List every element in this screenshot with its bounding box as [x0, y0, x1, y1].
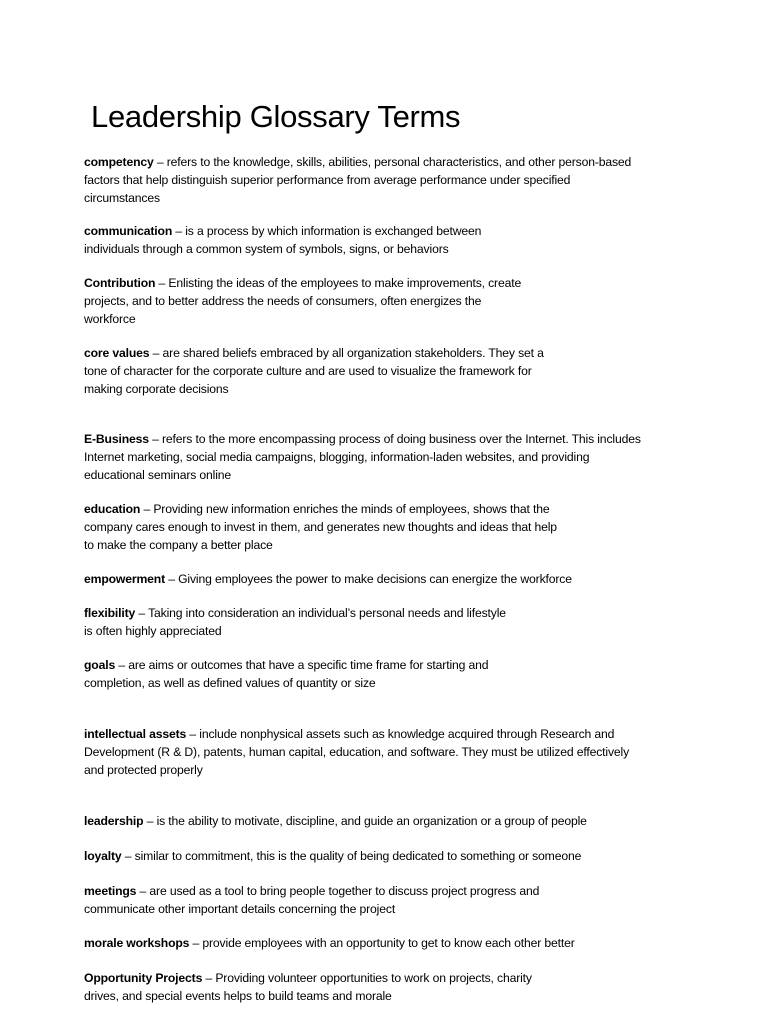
definition-text: – Taking into consideration an individual’s personal needs and lifestyle	[135, 606, 506, 620]
glossary-term: E-Business	[84, 432, 149, 446]
entry-line	[84, 430, 641, 448]
definition-text: – include nonphysical assets such as knowledge acquired through Research and	[186, 727, 615, 741]
glossary-entry-morale-workshops	[84, 934, 575, 952]
entry-line	[84, 812, 587, 830]
glossary-entry-contribution	[84, 274, 521, 328]
page-title: Leadership Glossary Terms	[91, 99, 461, 134]
glossary-entry-loyalty	[84, 847, 581, 865]
glossary-term: empowerment	[84, 572, 165, 586]
glossary-entry-competency	[84, 153, 631, 207]
glossary-entry-communication	[84, 222, 481, 258]
entry-line	[84, 153, 631, 171]
definition-text: – is a process by which information is exchanged between	[172, 224, 482, 238]
definition-line: to make the company a better place	[84, 538, 273, 552]
definition-line: tone of character for the corporate culture and are used to visualize the framework for	[84, 364, 532, 378]
glossary-entry-opportunity-projects	[84, 969, 532, 1005]
entry-line	[84, 500, 557, 518]
definition-text: – Giving employees the power to make decisions can energize the workforce	[164, 572, 572, 586]
definition-line: is often highly appreciated	[84, 624, 222, 638]
definition-line: projects, and to better address the needs of consumers, often energizes the	[84, 294, 482, 308]
definition-text: – refers to the more encompassing process of doing business over the Internet. This includes	[148, 432, 641, 446]
entry-line	[84, 604, 506, 622]
glossary-entry-education	[84, 500, 557, 554]
definition-text: – provide employees with an opportunity to get to know each other better	[189, 936, 575, 950]
definition-text: – is the ability to motivate, discipline, and guide an organization or a group of people	[143, 814, 587, 828]
definition-line: Development (R & D), patents, human capital, education, and software. They must be utilized effectively	[84, 745, 630, 759]
definition-line: workforce	[84, 312, 136, 326]
glossary-entry-goals	[84, 656, 488, 692]
definition-text: – Providing new information enriches the minds of employees, shows that the	[140, 502, 550, 516]
definition-line: and protected properly	[84, 763, 203, 777]
definition-text: – Enlisting the ideas of the employees to make improvements, create	[155, 276, 522, 290]
definition-text: – Providing volunteer opportunities to work on projects, charity	[202, 971, 532, 985]
glossary-term: meetings	[84, 884, 137, 898]
glossary-term: communication	[84, 224, 173, 238]
definition-line: drives, and special events helps to build teams and morale	[84, 989, 392, 1003]
entry-line	[84, 847, 581, 865]
definition-text: – refers to the knowledge, skills, abilities, personal characteristics, and other person-based	[153, 155, 632, 169]
glossary-entry-flexibility	[84, 604, 506, 640]
entry-line	[84, 882, 539, 900]
definition-line: factors that help distinguish superior performance from average performance under specified	[84, 173, 571, 187]
glossary-entry-e-business	[84, 430, 641, 484]
glossary-term: loyalty	[84, 849, 122, 863]
entry-line	[84, 656, 488, 674]
glossary-term: flexibility	[84, 606, 136, 620]
definition-line: company cares enough to invest in them, and generates new thoughts and ideas that help	[84, 520, 557, 534]
glossary-term: core values	[84, 346, 150, 360]
definition-line: educational seminars online	[84, 468, 232, 482]
definition-line: communicate other important details concerning the project	[84, 902, 396, 916]
glossary-term: leadership	[84, 814, 144, 828]
glossary-entry-leadership	[84, 812, 587, 830]
glossary-entry-empowerment	[84, 570, 572, 588]
glossary-term: intellectual assets	[84, 727, 187, 741]
glossary-entry-intellectual-assets	[84, 725, 629, 779]
glossary-term: morale workshops	[84, 936, 190, 950]
entry-line	[84, 274, 521, 292]
glossary-term: goals	[84, 658, 116, 672]
glossary-term: Contribution	[84, 276, 156, 290]
definition-line: individuals through a common system of symbols, signs, or behaviors	[84, 242, 449, 256]
definition-text: – similar to commitment, this is the quality of being dedicated to something or someone	[121, 849, 582, 863]
glossary-term: Opportunity Projects	[84, 971, 203, 985]
entry-line	[84, 344, 544, 362]
glossary-entry-core-values	[84, 344, 544, 398]
entry-line	[84, 222, 481, 240]
glossary-entry-meetings	[84, 882, 539, 918]
definition-text: – are aims or outcomes that have a specific time frame for starting and	[115, 658, 489, 672]
definition-line: Internet marketing, social media campaigns, blogging, information-laden websites, and providing	[84, 450, 590, 464]
entry-line	[84, 570, 572, 588]
definition-line: making corporate decisions	[84, 382, 229, 396]
entry-line	[84, 725, 629, 743]
definition-text: – are shared beliefs embraced by all organization stakeholders. They set a	[149, 346, 544, 360]
definition-text: – are used as a tool to bring people together to discuss project progress and	[136, 884, 540, 898]
definition-line: completion, as well as defined values of quantity or size	[84, 676, 376, 690]
entry-line	[84, 969, 532, 987]
glossary-term: competency	[84, 155, 154, 169]
entry-line	[84, 934, 575, 952]
glossary-term: education	[84, 502, 141, 516]
definition-line: circumstances	[84, 191, 160, 205]
